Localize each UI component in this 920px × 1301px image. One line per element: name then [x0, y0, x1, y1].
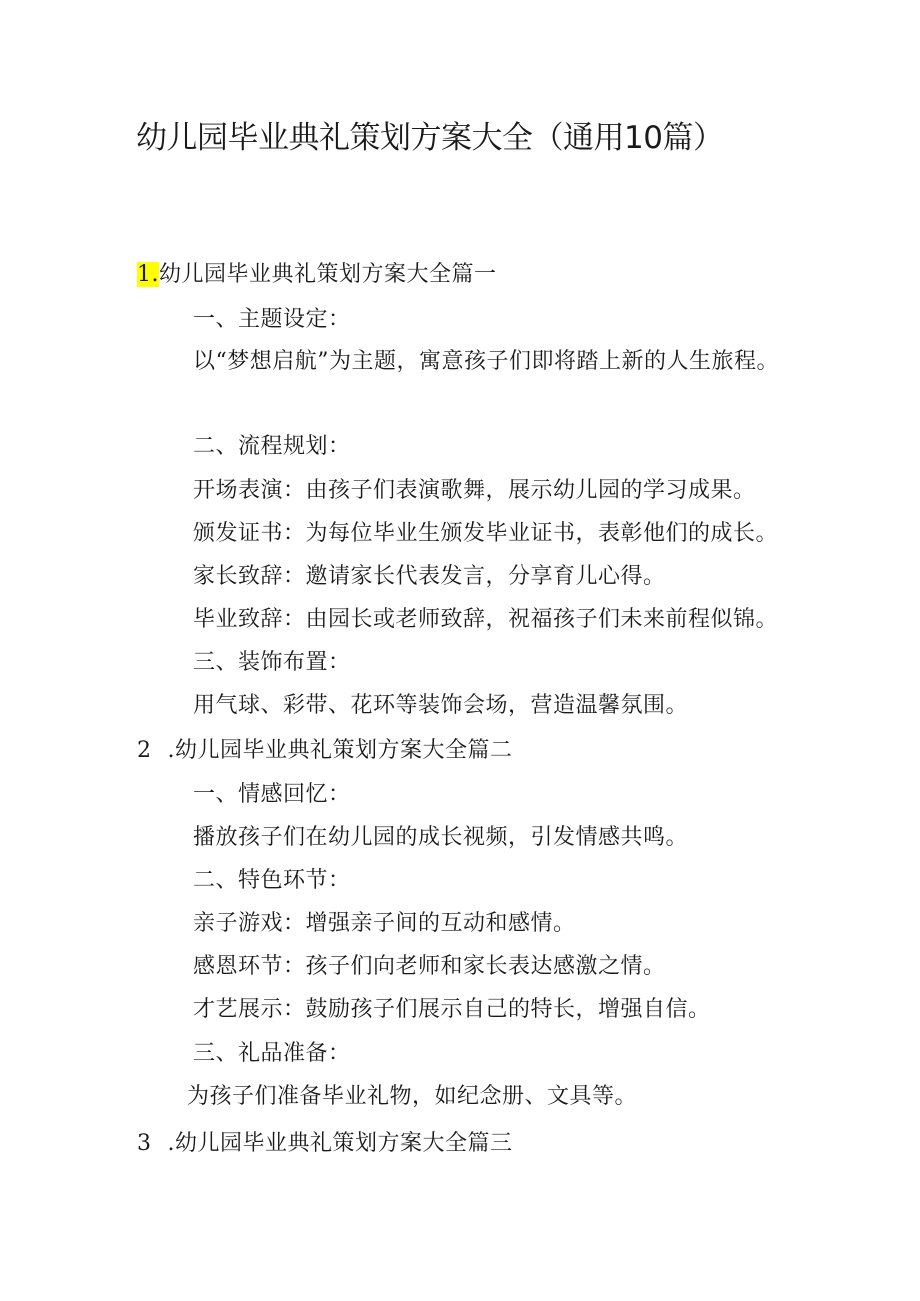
section-heading-text: 幼儿园毕业典礼策划方案大全篇一: [159, 262, 497, 287]
section-number: 3: [137, 1131, 152, 1156]
subheading-decoration: 三、装饰布置：: [193, 650, 351, 675]
section-number: 2: [137, 738, 152, 763]
section-heading-1: [137, 259, 497, 291]
subheading-process: 二、流程规划：: [193, 434, 351, 459]
section-heading-text: .幼儿园毕业典礼策划方案大全篇三: [167, 1131, 513, 1156]
list-item-gratitude: 感恩环节：孩子们向老师和家长表达感激之情。: [193, 954, 666, 979]
subheading-memory: 一、情感回忆：: [193, 782, 351, 807]
section-heading-3: [137, 1128, 513, 1160]
section-heading-2: [137, 735, 513, 767]
document-title: 幼儿园毕业典礼策划方案大全（通用10篇）: [136, 120, 724, 156]
paragraph-memory: 播放孩子们在幼儿园的成长视频，引发情感共鸣。: [193, 825, 689, 850]
subheading-gifts: 三、礼品准备：: [193, 1041, 351, 1066]
list-item-talent-show: 才艺展示：鼓励孩子们展示自己的特长，增强自信。: [193, 997, 711, 1022]
section-number-highlighted: 1.: [137, 262, 159, 287]
subheading-theme: 一、主题设定：: [193, 307, 351, 332]
list-item-opening: 开场表演：由孩子们表演歌舞，展示幼儿园的学习成果。: [193, 478, 756, 503]
paragraph-decoration: 用气球、彩带、花环等装饰会场，营造温馨氛围。: [193, 693, 689, 718]
list-item-certificate: 颁发证书：为每位毕业生颁发毕业证书，表彰他们的成长。: [193, 521, 779, 546]
list-item-parent-speech: 家长致辞：邀请家长代表发言，分享育儿心得。: [193, 564, 666, 589]
paragraph-gifts: 为孩子们准备毕业礼物，如纪念册、文具等。: [187, 1084, 638, 1109]
paragraph-theme: 以“梦想启航”为主题，寓意孩子们即将踏上新的人生旅程。: [193, 349, 779, 374]
section-heading-text: .幼儿园毕业典礼策划方案大全篇二: [167, 738, 513, 763]
subheading-special: 二、特色环节：: [193, 868, 351, 893]
list-item-parent-child-game: 亲子游戏：增强亲子间的互动和感情。: [193, 911, 576, 936]
list-item-graduation-speech: 毕业致辞：由园长或老师致辞，祝福孩子们未来前程似锦。: [193, 607, 779, 632]
